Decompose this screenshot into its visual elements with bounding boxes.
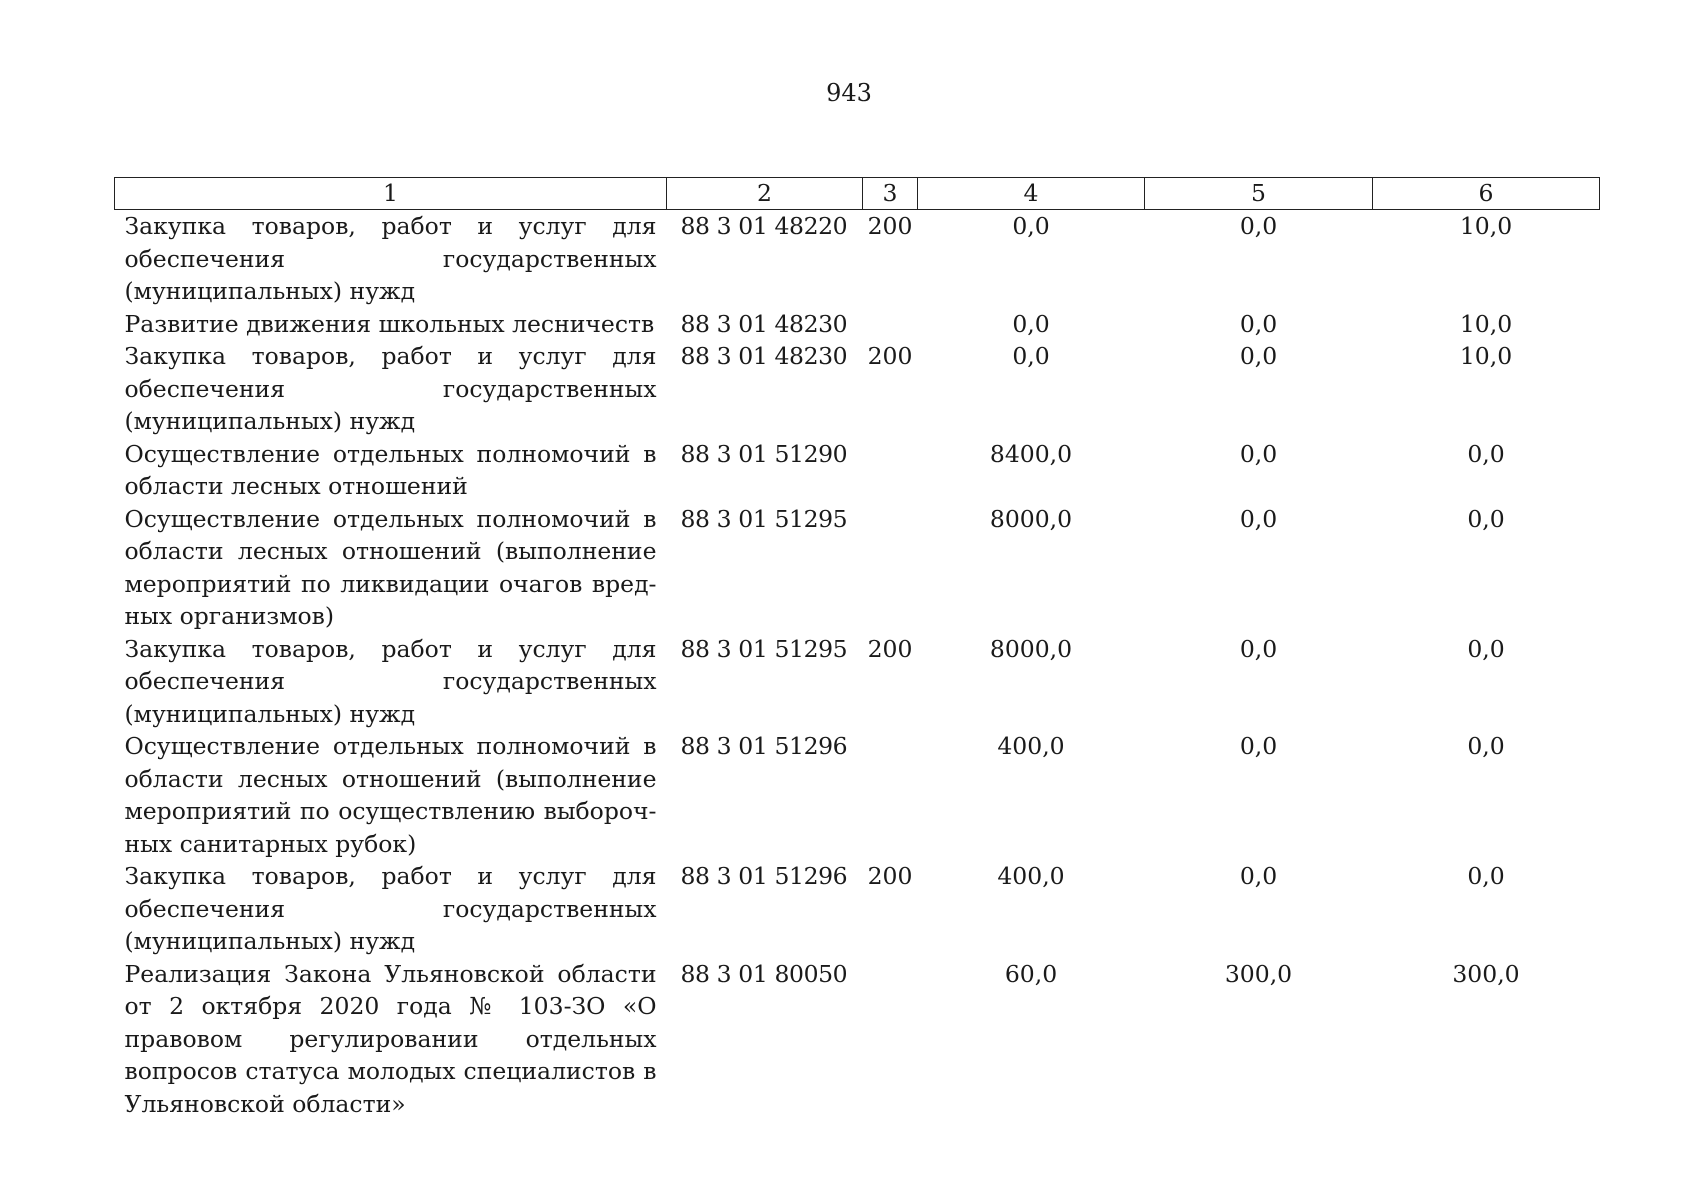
row-value-col5-cell: 0,0	[1239, 862, 1278, 890]
row-value-col4-cell: 0,0	[1012, 309, 1050, 338]
table-row	[115, 958, 1600, 1121]
row-code-cell: 88 3 01 51295	[680, 634, 848, 663]
row-expense-type-cell: 200	[867, 634, 913, 663]
row-value-col4-cell: 0,0	[1012, 212, 1050, 240]
row-value-col5-cell: 300,0	[1224, 959, 1293, 988]
row-name-cell: Реализация Закона Ульяновской области от 2 октября 2020 года № 103-ЗО «О правовом регулировании отдельных вопросов статуса молодых специалистов в Ульяновской области»	[124, 959, 657, 1118]
table-row	[115, 730, 1600, 860]
row-name-cell: Закупка товаров, работ и услуг для обеспечения государственных (муниципальных) нужд	[124, 862, 657, 955]
column-header: 5	[1145, 178, 1373, 210]
row-code-cell: 88 3 01 51296	[680, 862, 848, 890]
row-name-cell: Развитие движения школьных лесничеств	[124, 309, 655, 338]
row-expense-type-cell: 200	[867, 212, 913, 240]
row-code-cell: 88 3 01 51295	[680, 504, 848, 533]
row-expense-type-cell	[863, 503, 918, 633]
row-expense-type-cell: 200	[867, 342, 913, 370]
row-value-col6-cell: 0,0	[1467, 862, 1505, 890]
table-row	[115, 308, 1600, 341]
column-header: 4	[918, 178, 1145, 210]
header-row	[115, 178, 1600, 210]
row-value-col6-cell: 10,0	[1459, 342, 1513, 370]
row-value-col5-cell: 0,0	[1239, 634, 1278, 663]
row-value-col5-cell: 0,0	[1239, 212, 1278, 240]
row-name-cell: Осуществление отдельных полномочий в области лесных отношений (выполнение мероприятий по осуществлению выборочных санитарных рубок)	[124, 732, 657, 858]
row-expense-type-cell: 200	[867, 862, 913, 890]
table-row	[115, 860, 1600, 958]
row-name-cell: Осуществление отдельных полномочий в области лесных отношений	[124, 439, 657, 500]
row-name-cell: Закупка товаров, работ и услуг для обеспечения государственных (муниципальных) нужд	[124, 342, 657, 435]
column-header: 1	[115, 178, 667, 210]
column-header: 3	[863, 178, 918, 210]
row-value-col5-cell: 0,0	[1239, 504, 1278, 533]
row-code-cell: 88 3 01 48230	[680, 342, 848, 370]
column-header: 6	[1373, 178, 1600, 210]
row-value-col6-cell: 0,0	[1467, 634, 1505, 663]
row-code-cell: 88 3 01 51290	[680, 439, 848, 468]
row-value-col6-cell: 0,0	[1467, 732, 1505, 760]
row-value-col5-cell: 0,0	[1239, 439, 1278, 468]
row-value-col4-cell: 0,0	[1012, 342, 1050, 370]
row-code-cell: 88 3 01 48230	[680, 309, 848, 338]
row-expense-type-cell	[863, 958, 918, 1121]
table-row	[115, 438, 1600, 503]
row-name-cell: Осуществление отдельных полномочий в области лесных отношений (выполнение мероприятий по ликвидации очагов вредных организмов)	[124, 504, 657, 630]
table-header	[115, 178, 1600, 210]
row-expense-type-cell	[863, 308, 918, 341]
table-row	[115, 503, 1600, 633]
row-expense-type-cell	[863, 730, 918, 860]
row-value-col4-cell: 8000,0	[989, 504, 1073, 533]
row-code-cell: 88 3 01 51296	[680, 732, 848, 760]
row-code-cell: 88 3 01 48220	[680, 212, 848, 240]
row-name-cell: Закупка товаров, работ и услуг для обеспечения государственных (муниципальных) нужд	[124, 212, 657, 305]
row-value-col5-cell: 0,0	[1239, 342, 1278, 370]
column-header: 2	[667, 178, 863, 210]
budget-table	[114, 177, 1600, 1120]
table-body	[115, 210, 1600, 1121]
row-code-cell: 88 3 01 80050	[680, 959, 848, 988]
page-number: 943	[826, 79, 872, 107]
table-row	[115, 340, 1600, 438]
row-expense-type-cell	[863, 438, 918, 503]
row-value-col6-cell: 0,0	[1467, 504, 1505, 533]
row-value-col6-cell: 10,0	[1459, 212, 1513, 240]
row-value-col6-cell: 0,0	[1467, 439, 1505, 468]
row-value-col4-cell: 400,0	[997, 862, 1065, 890]
row-value-col6-cell: 10,0	[1459, 309, 1513, 338]
row-value-col4-cell: 60,0	[1004, 959, 1058, 988]
row-value-col5-cell: 0,0	[1239, 732, 1278, 760]
row-value-col5-cell: 0,0	[1239, 309, 1278, 338]
row-value-col4-cell: 8400,0	[989, 439, 1073, 468]
row-name-cell: Закупка товаров, работ и услуг для обеспечения государственных (муниципальных) нужд	[124, 634, 657, 728]
row-value-col4-cell: 8000,0	[989, 634, 1073, 663]
row-value-col4-cell: 400,0	[997, 732, 1065, 760]
row-value-col6-cell: 300,0	[1452, 959, 1520, 988]
table-row	[115, 210, 1600, 308]
table-row	[115, 633, 1600, 731]
